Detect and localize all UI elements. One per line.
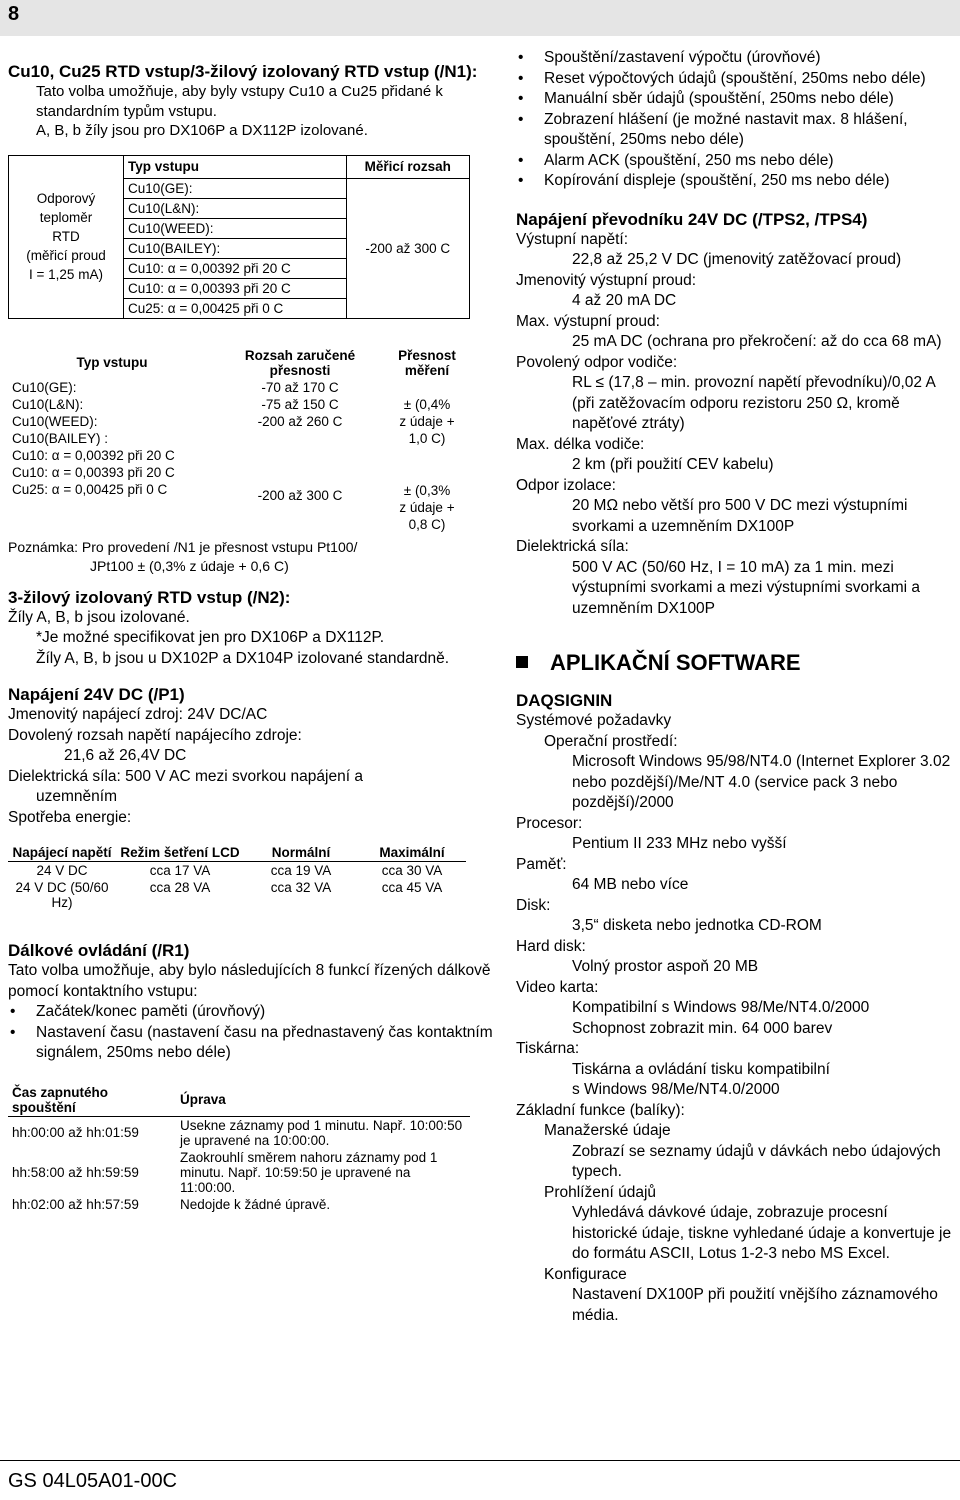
power-cell: cca 19 VA [270,863,332,878]
tps-line: Povolený odpor vodiče: [516,353,678,371]
p1-line: Dielektrická síla: 500 V AC mezi svorkou napájení a [8,767,363,785]
software-line: Základní funkce (balíky): [516,1101,685,1119]
accuracy-table [8,347,470,534]
p1-line: Dovolený rozsah napětí napájecího zdroje: [8,726,302,744]
time-header: Čas zapnutého spouštění [8,1084,176,1117]
acc-range: -70 až 170 C [261,379,339,395]
software-line: 3,5“ disketa nebo jednotka CD-ROM [572,917,822,934]
power-header: Maximální [358,844,466,862]
note-line: JPt100 ± (0,3% z údaje + 0,6 C) [90,557,289,574]
software-line: Nastavení DX100P při použití vnějšího záznamového média. [572,1286,938,1324]
p1-title: Napájení 24V DC (/P1) [8,685,185,704]
acc-header: Rozsah zaručené přesnosti [244,347,356,378]
n2-line: Žíly A, B, b jsou u DX102P a DX104P izolované standardně. [36,649,450,667]
acc-line: z údaje + [399,499,455,515]
tps-line: 20 MΩ nebo větší pro 500 V DC mezi výstupními svorkami a uzemněním DX100P [572,497,908,535]
time-cell: Zaokrouhlí směrem nahoru záznamy pod 1 minutu. Např. 10:59:50 je upravené na 11:00:00. [180,1149,438,1195]
rtd-label-line: Odporový [36,191,96,206]
software-line: Systémové požadavky [516,712,672,729]
acc-header: Typ vstupu [76,355,148,370]
time-table [8,1084,470,1213]
power-cell: 24 V DC (50/60 Hz) [15,880,109,910]
power-cell: cca 17 VA [149,863,211,878]
software-line: Pentium II 233 MHz nebo vyšší [572,835,787,852]
page-number: 8 [8,3,20,25]
acc-input: Cu10: α = 0,00392 při 20 C [12,447,175,463]
tps-lines [516,230,956,620]
power-header: Normální [244,844,358,862]
power-cell: cca 32 VA [270,880,332,895]
tps-line: Max. délka vodiče: [516,435,645,453]
acc-input: Cu10(BAILEY) : [12,430,109,446]
tps-line: 2 km (při použití CEV kabelu) [572,456,774,473]
software-line: Microsoft Windows 95/98/NT4.0 (Internet Explorer 3.02 nebo pozdější)/Me/NT 4.0 (service pack 3 nebo pozdější)/2000 [572,753,951,811]
r1-item: • Začátek/konec paměti (úrovňový) [8,1002,496,1023]
software-line: Tiskárna: [516,1040,580,1057]
software-line: Vyhledává dávkové údaje, zobrazuje procesní historické údaje, tiskne vyhledané údaje a konvertuje je do formátu ASCII, Lotus 1-2-3 nebo MS Excel. [572,1204,952,1262]
software-line: Volný prostor aspoň 20 MB [572,958,759,975]
acc-input: Cu10(GE): [12,379,77,395]
software-line: Konfigurace [544,1265,627,1283]
time-header: Úprava [176,1084,470,1117]
p1-line: 21,6 až 26,4V DC [64,747,187,764]
software-lines [516,711,956,1326]
acc-line: ± (0,3% [403,482,451,498]
tps-line: (při zatěžovacím odporu rezistoru 250 Ω, kromě napěťové ztráty) [572,394,900,432]
rtd-row-label [9,155,124,318]
r1-intro: Tato volba umožňuje, aby bylo následujících 8 funkcí řízených dálkově pomocí kontaktního vstupu: [8,962,491,1000]
p1-line: Spotřeba energie: [8,808,132,826]
rtd-label-line: I = 1,25 mA) [29,267,103,282]
tps-line: 4 až 20 mA DC [572,292,677,309]
time-cell: Usekne záznamy pod 1 minutu. Např. 10:00:50 je upravené na 10:00:00. [180,1117,463,1148]
software-line: Paměť: [516,855,567,873]
acc-line: ± (0,4% [403,396,451,412]
software-line: 64 MB nebo více [572,876,689,893]
tps-line: 22,8 až 25,2 V DC (jmenovitý zatěžovací proud) [572,251,902,268]
tps-line: RL ≤ (17,8 – min. provozní napětí převodníku)/0,02 A [572,374,936,391]
rtd-col-header: Typ vstupu [124,155,347,178]
software-product: DAQSIGNIN [516,691,613,710]
tps-line: Dielektrická síla: [516,538,629,555]
p1-line: Jmenovitý napájecí zdroj: 24V DC/AC [8,706,268,723]
power-cell: cca 45 VA [381,880,443,895]
remote-item: • Spouštění/zastavení výpočtu (úrovňové) [516,48,956,69]
rtd-range: -200 až 300 C [346,178,469,318]
acc-line: 0,8 C) [408,516,446,532]
rtd-input: Cu10: α = 0,00393 při 20 C [124,278,347,298]
rtd-input: Cu25: α = 0,00425 při 0 C [124,298,347,318]
acc-range: -75 až 150 C [261,396,339,412]
rtd-input: Cu10(GE): [124,178,347,198]
power-cell: cca 28 VA [149,880,211,895]
time-cell: Nedojde k žádné úpravě. [180,1196,331,1212]
software-heading [516,649,956,677]
acc-line: 1,0 C) [408,430,446,446]
n2-title: 3-žilový izolovaný RTD vstup (/N2): [8,587,291,607]
tps-line: 25 mA DC (ochrana pro překročení: až do cca 68 mA) [572,333,942,350]
software-line: s Windows 98/Me/NT4.0/2000 [572,1081,780,1098]
n2-line: Žíly A, B, b jsou izolované. [8,608,190,626]
rtd-input: Cu10(BAILEY): [124,238,347,258]
software-line: Kompatibilní s Windows 98/Me/NT4.0/2000 [572,999,870,1016]
rtd-input: Cu10(WEED): [124,218,347,238]
r1-list [8,1002,496,1064]
acc-header: Přesnost měření [398,347,456,378]
r1-title: Dálkové ovládání (/R1) [8,941,190,960]
software-line: Video karta: [516,978,599,996]
remote-item: • Zobrazení hlášení (je možné nastavit max. 8 hlášení, spouštění, 250ms nebo déle) [516,110,956,151]
remote-item: • Manuální sběr údajů (spouštění, 250ms nebo déle) [516,89,956,110]
software-heading-text: APLIKAČNÍ SOFTWARE [550,650,801,675]
acc-line: z údaje + [399,413,455,429]
power-table [8,844,466,911]
acc-range: -200 až 260 C [257,413,343,429]
acc-input: Cu25: α = 0,00425 při 0 C [12,481,168,497]
page-header-bar [0,0,960,36]
rtd-label-line: (měřicí proud [26,248,106,263]
r1-item: • Nastavení času (nastavení času na přednastavený čas kontaktním signálem, 250ms nebo déle) [8,1023,496,1064]
acc-value-1 [384,379,470,464]
acc-input: Cu10: α = 0,00393 při 20 C [12,464,175,480]
software-line: Tiskárna a ovládání tisku kompatibilní [572,1060,830,1078]
software-line: Procesor: [516,814,583,832]
tps-line: Max. výstupní proud: [516,312,660,330]
remote-item: • Kopírování displeje (spouštění, 250 ms nebo déle) [516,171,956,192]
software-line: Operační prostředí: [544,732,678,750]
acc-range: -200 až 300 C [257,488,343,504]
power-cell: cca 30 VA [381,863,443,878]
p1-line: uzemněním [36,788,117,805]
time-cell: hh:58:00 až hh:59:59 [12,1164,139,1180]
rtd-input: Cu10: α = 0,00392 při 20 C [124,258,347,278]
acc-value-2 [384,481,470,534]
tps-line: Jmenovitý výstupní proud: [516,271,697,289]
n1-line: Tato volba umožňuje, aby byly vstupy Cu10 a Cu25 přidané k standardním typům vstupu. [36,83,443,120]
software-line: Disk: [516,896,551,914]
remote-item: • Alarm ACK (spouštění, 250 ms nebo déle) [516,151,956,172]
rtd-input: Cu10(L&N): [124,198,347,218]
note-line: Poznámka: Pro provedení /N1 je přesnost vstupu Pt100/ [8,538,358,555]
power-header: Režim šetření LCD [116,844,244,862]
software-line: Schopnost zobrazit min. 64 000 barev [572,1019,833,1037]
footer-code: GS 04L05A01-00C [8,1470,178,1492]
software-line: Hard disk: [516,937,586,955]
n1-title: Cu10, Cu25 RTD vstup/3-žilový izolovaný RTD vstup (/N1): [8,62,478,81]
acc-input: Cu10(WEED): [12,413,98,429]
power-cell: 24 V DC [36,863,88,878]
rtd-col-header: Měřicí rozsah [346,155,469,178]
left-column [8,62,496,1213]
software-line: Manažerské údaje [544,1122,671,1139]
acc-input: Cu10(L&N): [12,396,84,412]
software-line: Zobrazí se seznamy údajů v dávkách nebo údajových typech. [572,1142,941,1180]
tps-line: Výstupní napětí: [516,230,629,248]
remote-item: • Reset výpočtových údajů (spouštění, 250ms nebo déle) [516,69,956,90]
rtd-label-line: RTD [52,229,80,244]
time-cell: hh:02:00 až hh:57:59 [12,1196,139,1212]
n2-line: *Je možné specifikovat jen pro DX106P a DX112P. [36,629,385,646]
right-column [516,48,956,1326]
rtd-range-table [8,155,470,319]
n1-line: A, B, b žíly jsou pro DX106P a DX112P izolované. [36,122,368,139]
tps-line: 500 V AC (50/60 Hz, I = 10 mA) za 1 min. mezi výstupními svorkami a mezi výstupními svorkami a uzemněním DX100P [572,558,920,617]
remote-functions-list [516,48,956,192]
software-line: Prohlížení údajů [544,1183,657,1201]
power-header: Napájecí napětí [8,844,116,862]
tps-line: Odpor izolace: [516,476,616,494]
square-bullet-icon [516,656,528,668]
footer-rule [0,1460,960,1461]
tps-title: Napájení převodníku 24V DC (/TPS2, /TPS4) [516,209,868,229]
rtd-label-line: teploměr [39,210,93,225]
time-cell: hh:00:00 až hh:01:59 [12,1125,139,1140]
